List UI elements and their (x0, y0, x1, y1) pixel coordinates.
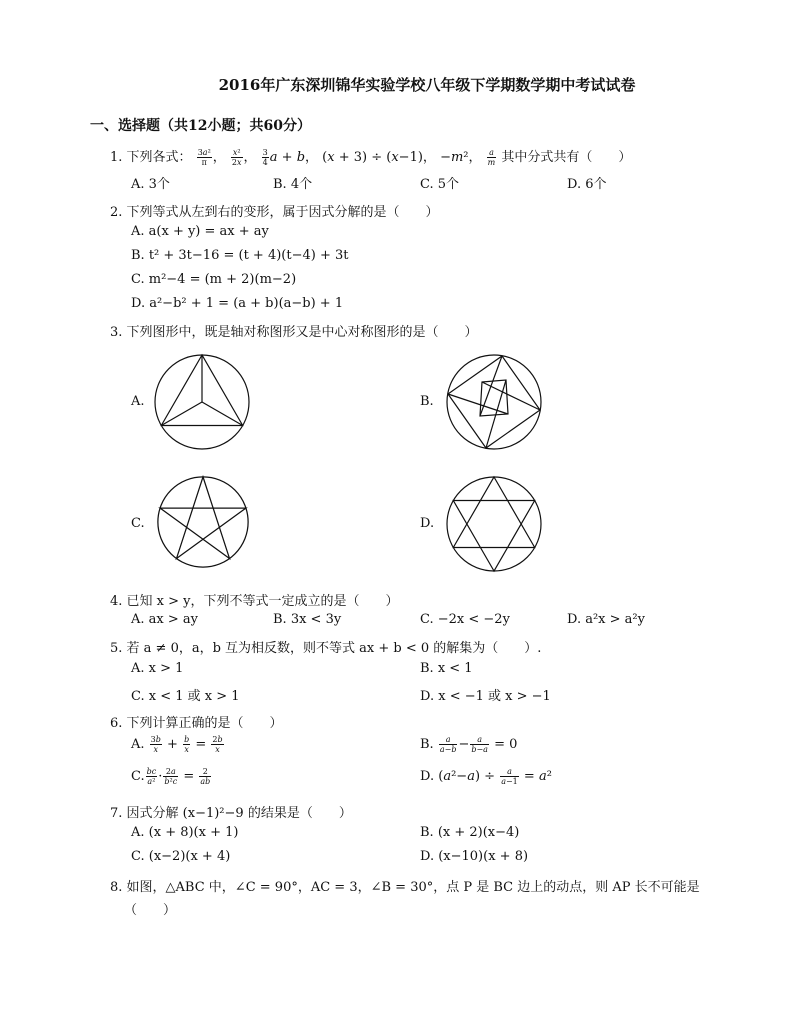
q6-option-b[interactable]: B. $\frac{a}{a-b}$ − $\frac{a}{b-a}$ = 0 (420, 735, 518, 754)
expr-3a2-over-pi: $\frac{\text{3a²}}{\pi}$ (197, 148, 211, 167)
question-8-answer-blank: （ ） (124, 903, 177, 918)
expr-x2-over-2x: $\frac{\text{x²}}{2x}$ (231, 148, 242, 167)
q6-label-a: A. (131, 737, 145, 752)
section-heading: 一、选择题（共12小题；共60分） (90, 118, 311, 134)
q3-label-a[interactable]: A. (131, 394, 145, 409)
figure-a-triangle-in-circle (152, 352, 252, 452)
q4-option-d[interactable]: D. a²x > a²y (567, 612, 645, 627)
figure-c-star-in-circle (155, 474, 251, 570)
expr-3-4-a-plus-b: $\frac{3}{4}$ a + b (262, 148, 306, 167)
figure-b-pinwheel-in-circle (444, 352, 544, 452)
q7-option-a[interactable]: A. (x + 8)(x + 1) (131, 825, 239, 840)
q3-label-d[interactable]: D. (420, 516, 435, 531)
q2-option-c[interactable]: C. m²−4 = (m + 2)(m−2) (131, 272, 297, 287)
q3-label-c[interactable]: C. (131, 516, 145, 531)
q7-option-c[interactable]: C. (x−2)(x + 4) (131, 849, 231, 864)
q4-option-c[interactable]: C. −2x < −2y (420, 612, 510, 627)
expr-a-over-m: $\frac{a}{m}$ (487, 148, 496, 167)
q6-option-d[interactable]: D. (a²−a) ÷ $\frac{a}{a-1}$ = a² (420, 767, 552, 786)
q4-option-a[interactable]: A. ax > ay (131, 612, 198, 627)
q1-option-d[interactable]: D. 6个 (567, 177, 607, 192)
q6-option-a[interactable]: A. $\frac{3b}{x}$ + $\frac{b}{x}$ = $\frac{2b}{x}$ (131, 735, 223, 754)
question-3-stem: 3. 下列图形中，既是轴对称图形又是中心对称图形的是（ ） (110, 325, 478, 340)
question-7-stem: 7. 因式分解 (x−1)²−9 的结果是（ ） (110, 806, 352, 821)
q1-suffix: 其中分式共有（ ） (501, 150, 632, 165)
question-1-stem: 1. 下列各式： $\frac{\text{3a²}}{\pi}$ ， $\frac{\text{x²}}{2x}$ ， $\frac{3}{4}$ a + b， (x + 3) ÷ (x−1)， −m²， $\frac{a}{m}$ 其中分式共有（ ） (110, 148, 632, 167)
q6-label-d: D. (420, 769, 435, 784)
question-2-stem: 2. 下列等式从左到右的变形，属于因式分解的是（ ） (110, 205, 439, 220)
q2-option-d[interactable]: D. a²−b² + 1 = (a + b)(a−b) + 1 (131, 296, 344, 311)
q5-option-c[interactable]: C. x < 1 或 x > 1 (131, 689, 240, 704)
figure-d-hexagram-in-circle (444, 474, 544, 574)
q1-prefix: 1. 下列各式： (110, 150, 192, 165)
q7-option-d[interactable]: D. (x−10)(x + 8) (420, 849, 529, 864)
question-8-stem: 8. 如图，△ABC 中，∠C = 90°，AC = 3，∠B = 30°，点 P 是 BC 边上的动点，则 AP 长不可能是 (110, 880, 700, 895)
q6-option-c[interactable]: C. $\frac{bc}{\text{a²}}$ · $\frac{2a}{\text{b²c}}$ = $\frac{2}{ab}$ (131, 767, 211, 786)
expr-x3-div-x1: (x + 3) ÷ (x−1) (322, 150, 423, 165)
q2-option-a[interactable]: A. a(x + y) = ax + ay (131, 224, 269, 239)
q5-option-d[interactable]: D. x < −1 或 x > −1 (420, 689, 551, 704)
question-4-stem: 4. 已知 x > y，下列不等式一定成立的是（ ） (110, 594, 399, 609)
page-title: 2016年广东深圳锦华实验学校八年级下学期数学期中考试试卷 (218, 76, 636, 94)
q7-option-b[interactable]: B. (x + 2)(x−4) (420, 825, 520, 840)
q4-option-b[interactable]: B. 3x < 3y (273, 612, 342, 627)
q5-option-b[interactable]: B. x < 1 (420, 661, 473, 676)
q2-option-b[interactable]: B. t² + 3t−16 = (t + 4)(t−4) + 3t (131, 248, 349, 263)
q6-label-b: B. (420, 737, 434, 752)
expr-neg-m2: −m² (440, 150, 469, 165)
question-6-stem: 6. 下列计算正确的是（ ） (110, 716, 283, 731)
q5-option-a[interactable]: A. x > 1 (131, 661, 184, 676)
question-5-stem: 5. 若 a ≠ 0，a，b 互为相反数，则不等式 ax + b < 0 的解集为（ ）. (110, 641, 542, 656)
q3-label-b[interactable]: B. (420, 394, 434, 409)
q1-option-b[interactable]: B. 4个 (273, 177, 313, 192)
q1-option-c[interactable]: C. 5个 (420, 177, 460, 192)
q6-label-c: C. (131, 769, 145, 784)
q1-option-a[interactable]: A. 3个 (131, 177, 170, 192)
